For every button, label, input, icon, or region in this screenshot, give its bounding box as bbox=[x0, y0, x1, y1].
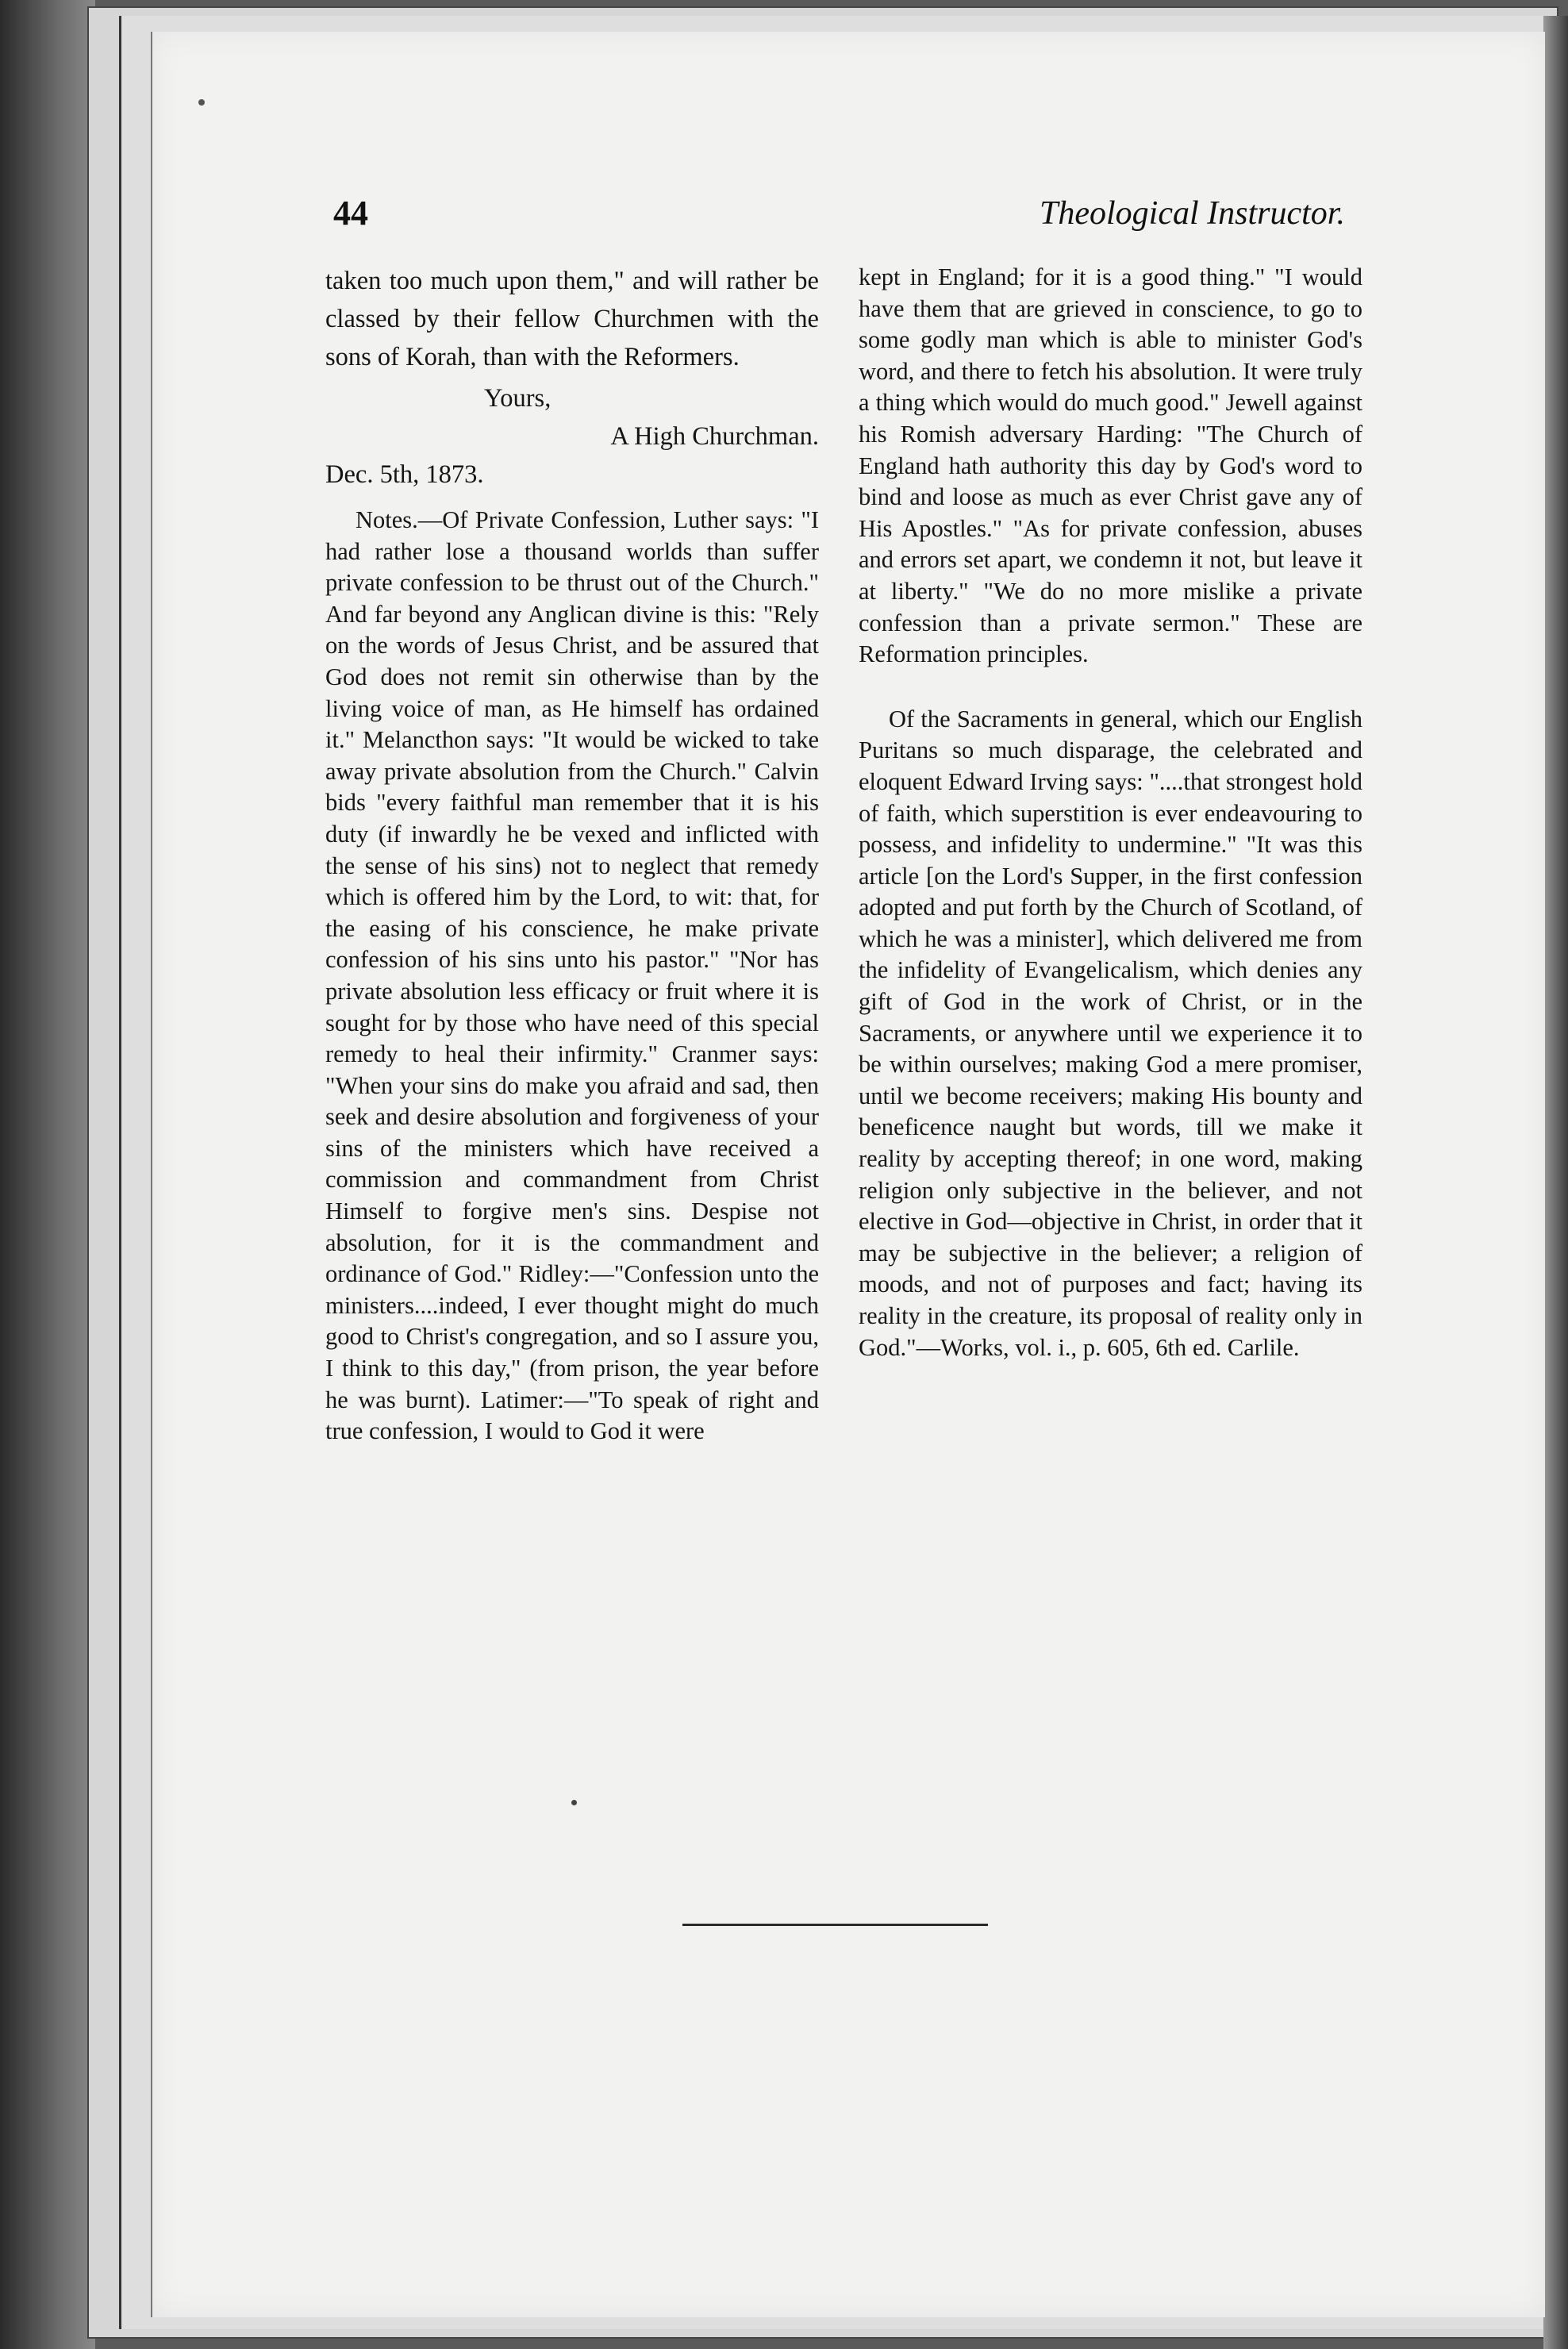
section-divider bbox=[682, 1924, 988, 1926]
scan-background-left bbox=[0, 0, 95, 2349]
letter-closing: Yours, bbox=[484, 384, 551, 413]
letter-signature: A High Churchman. bbox=[610, 422, 819, 451]
notes-paragraph: Notes.—Of Private Confession, Luther says: "I had rather lose a thousand worlds than suffer private confession to be thrust out of the Church." And far beyond any Anglican divine is this: "Rely on the words of Jesus Christ, and be assured that God does not remit sin otherwise than by the living voice of man, as He himself has ordained it." Melancthon says: "It would be wicked to take away private absolution from the Church." Calvin bids "every faithful man remember that it is his duty (if inwardly he be vexed and inflicted with the sense of his sins) not to neglect that remedy which is offered him by the Lord, to wit: that, for the easing of his conscience, he make private confession of his sins unto his pastor." "Nor has private absolution less efficacy or fruit where it is sought for by those who have need of this special remedy to heal their infirmity." Cranmer says: "When your sins do make you afraid and sad, then seek and desire absolution and forgiveness of your sins of the ministers which have received a commission and commandment from Christ Himself to forgive men's sins. Despise not absolution, for it is the commandment and ordinance of God." Ridley:—"Confession unto the ministers....indeed, I ever thought might do much good to Christ's congregation, and so I assure you, I think to this day," (from prison, the year before he was burnt). Latimer:—"To speak of right and true confession, I would to God it were bbox=[325, 506, 819, 1445]
sacraments-paragraph: Of the Sacraments in general, which our English Puritans so much disparage, the celebrated and eloquent Edward Irving says: "....that strongest hold of faith, which superstition is ever endeavouring to possess, and infidelity to undermine." "It was this article [on the Lord's Supper, in the first confession adopted and put forth by the Church of Scotland, of which he was a minister], which delivered me from the infidelity of Evangelicalism, which denies any gift of God in the work of Christ, or in the Sacraments, or anywhere until we experience it to be within ourselves; making God a mere promiser, until we become receivers; making His bounty and beneficence naught but words, till we make it reality by accepting thereof; in one word, making religion only subjective in the believer, and not elective in God—objective in Christ, in order that it may be subjective in the believer; a religion of moods, and not of purposes and fact; having its reality in the creature, its proposal of reality only in God."—Works, vol. i., p. 605, 6th ed. Carlile. bbox=[859, 705, 1362, 1361]
scan-background-right bbox=[1543, 16, 1568, 2349]
page-header bbox=[333, 193, 1345, 248]
letter-ending: taken too much upon them," and will rather be classed by their fellow Churchmen with the sons of Korah, than with the Reformers. bbox=[325, 267, 819, 371]
reformers-quotes-paragraph: kept in England; for it is a good thing." "I would have them that are grieved in conscience, to go to some godly man which is able to minister God's word, and there to fetch his absolution. It were truly a thing which would do much good." Jewell against his Romish adversary Harding: "The Church of England hath authority this day by God's word to bind and loose as much as ever Christ gave any of His Apostles." "As for private confession, abuses and errors set apart, we condemn it not, but leave it at liberty." "We do no more mislike a private confession than a private sermon." These are Reformation principles. bbox=[859, 263, 1362, 668]
running-title: Theological Instructor. bbox=[1040, 195, 1345, 232]
right-column bbox=[859, 262, 1362, 1363]
page-number: 44 bbox=[333, 194, 368, 233]
letter-date: Dec. 5th, 1873. bbox=[325, 460, 484, 489]
left-column bbox=[325, 262, 819, 1447]
print-dot bbox=[571, 1800, 577, 1805]
page-speck bbox=[198, 99, 205, 106]
